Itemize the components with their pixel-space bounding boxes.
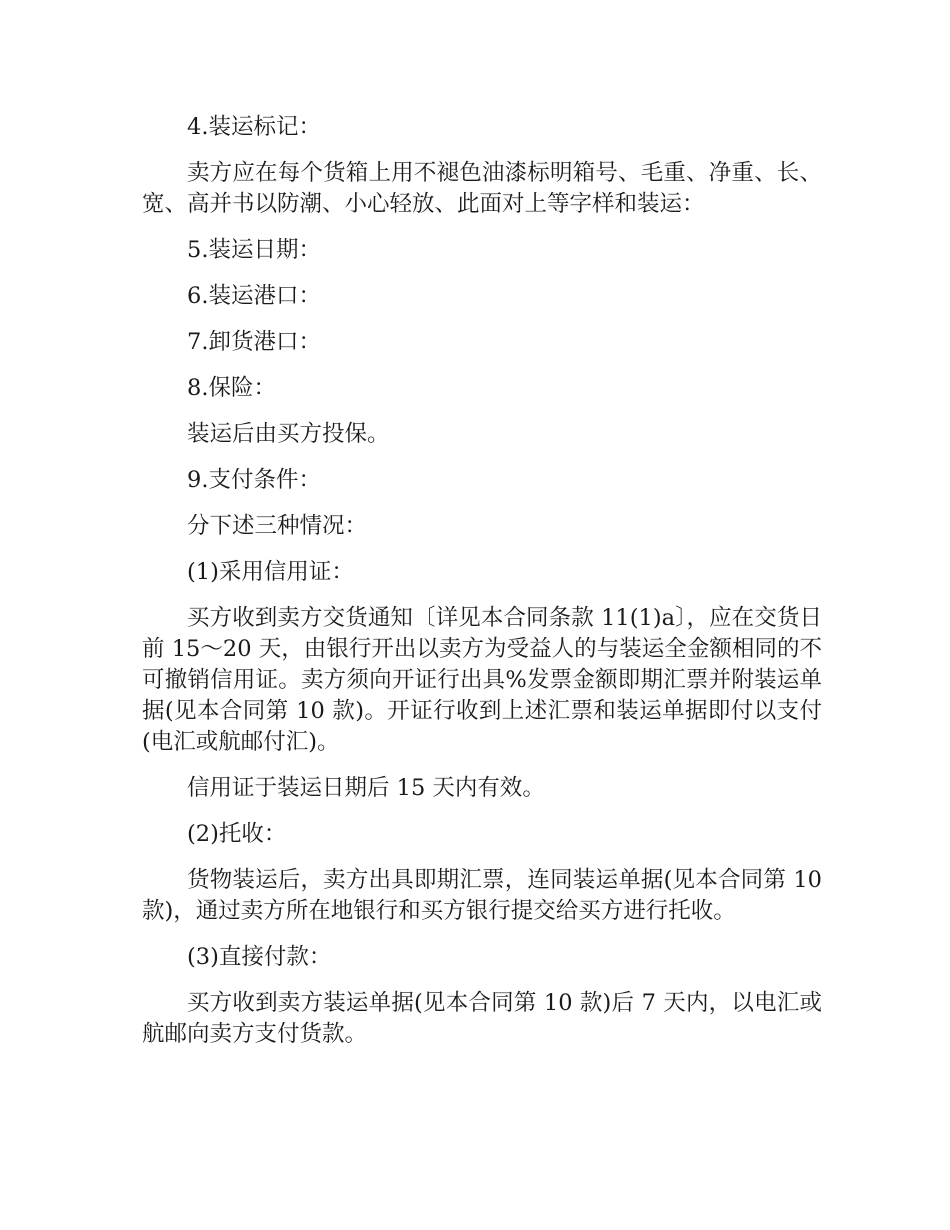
paragraph-direct-payment: 买方收到卖方装运单据(见本合同第 10 款)后 7 天内，以电汇或航邮向卖方支付货款。 xyxy=(142,990,822,1047)
paragraph-payment-cases: 分下述三种情况： xyxy=(187,513,368,539)
paragraph-collection: 货物装运后，卖方出具即期汇票，连同装运单据(见本合同第 10 款)，通过卖方所在地银行和买方银行提交给买方进行托收。 xyxy=(142,867,822,924)
clause-heading-port-of-loading: 6.装运港口： xyxy=(187,283,321,309)
clause-heading-payment-terms: 9.支付条件： xyxy=(187,467,321,493)
subheading-collection: (2)托收： xyxy=(187,821,287,847)
paragraph-letter-of-credit: 买方收到卖方交货通知〔详见本合同条款 11(1)a〕，应在交货日前 15～20 天，由银行开出以卖方为受益人的与装运全金额相同的不可撤销信用证。卖方须向开证行出具%发票金额即期汇票并附装运单据(见本合同第 10 款)。开证行收到上述汇票和装运单据即付以支付(电汇或航邮付汇)。 xyxy=(142,605,822,755)
clause-heading-shipping-marks: 4.装运标记： xyxy=(187,114,321,140)
paragraph-lc-validity: 信用证于装运日期后 15 天内有效。 xyxy=(187,775,545,801)
paragraph-shipping-marks: 卖方应在每个货箱上用不褪色油漆标明箱号、毛重、净重、长、宽、高并书以防潮、小心轻放、此面对上等字样和装运： xyxy=(142,160,822,217)
clause-heading-shipping-date: 5.装运日期： xyxy=(187,237,321,263)
clause-heading-port-of-discharge: 7.卸货港口： xyxy=(187,329,321,355)
clause-heading-insurance: 8.保险： xyxy=(187,375,276,401)
paragraph-insurance: 装运后由买方投保。 xyxy=(187,421,390,447)
subheading-direct-payment: (3)直接付款： xyxy=(187,944,332,970)
document-body xyxy=(142,112,822,1065)
subheading-letter-of-credit: (1)采用信用证： xyxy=(187,559,354,585)
